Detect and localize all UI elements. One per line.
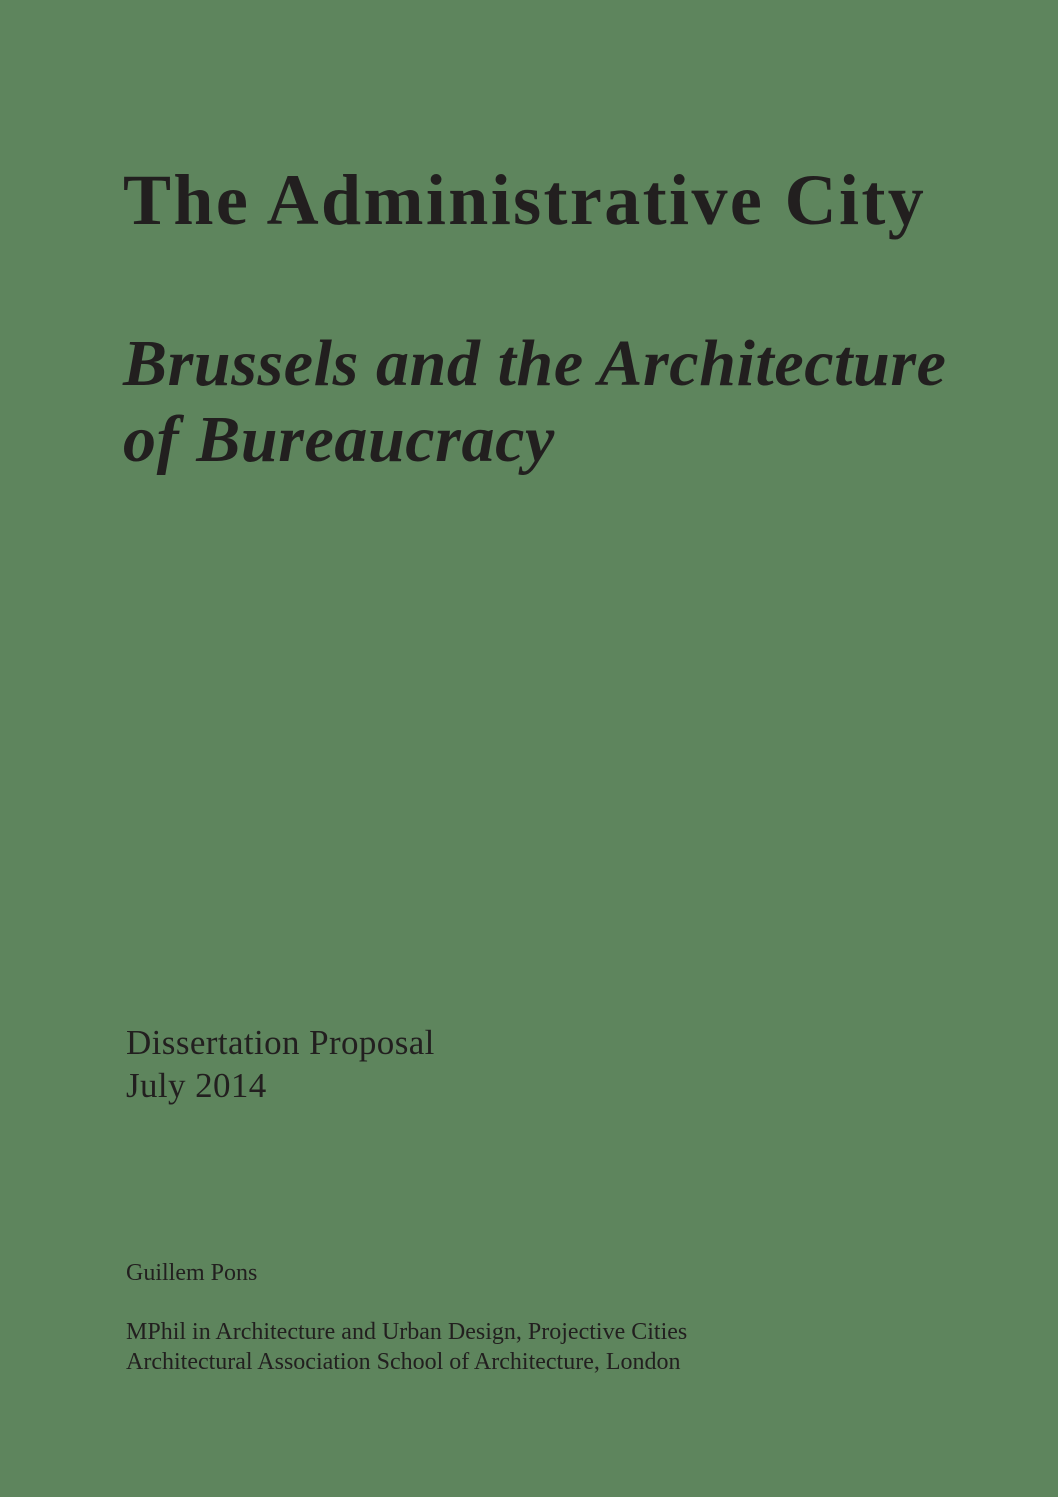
document-type: Dissertation Proposal (126, 1023, 435, 1062)
document-details (126, 1021, 435, 1107)
document-title: The Administrative City (123, 160, 927, 240)
author-affiliation (126, 1317, 687, 1377)
subtitle-line-1: Brussels and the Architecture (123, 327, 947, 400)
author-name: Guillem Pons (126, 1260, 258, 1286)
institution-name: Architectural Association School of Architecture, London (126, 1349, 681, 1375)
document-subtitle (123, 326, 947, 478)
document-date: July 2014 (126, 1066, 267, 1105)
program-name: MPhil in Architecture and Urban Design, Projective Cities (126, 1319, 688, 1345)
subtitle-line-2: of Bureaucracy (123, 403, 555, 476)
